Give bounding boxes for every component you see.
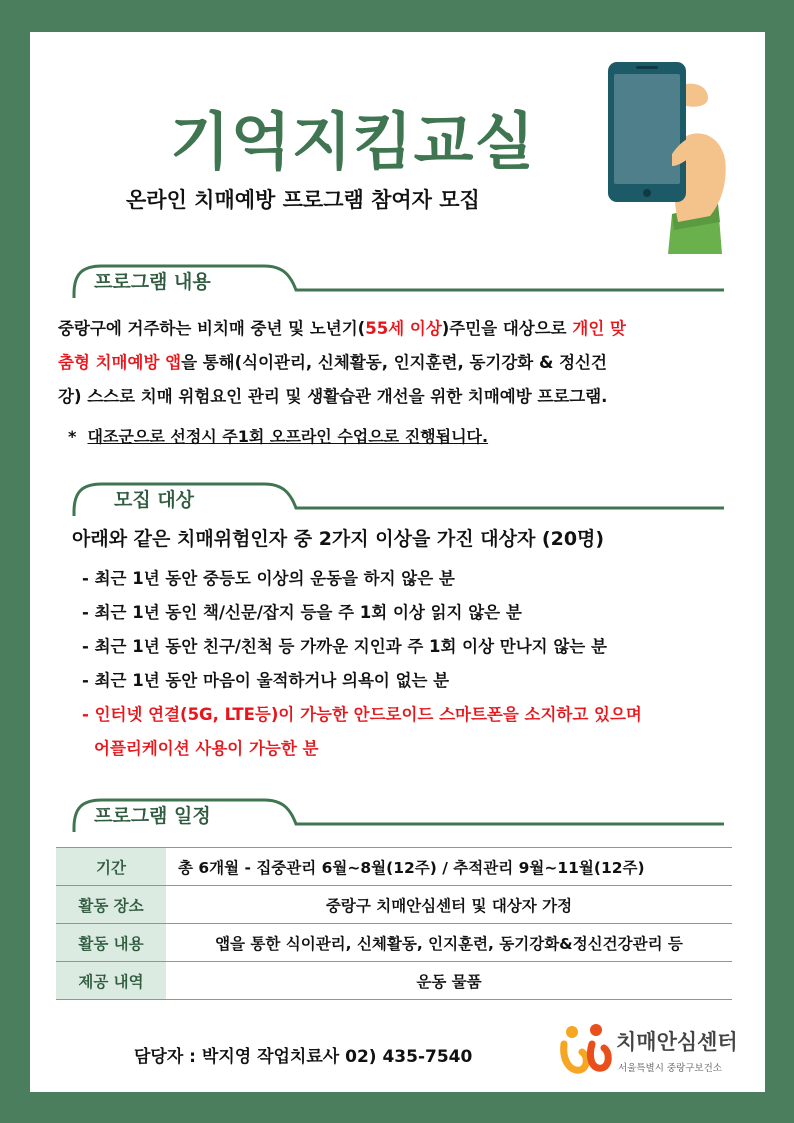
contact-info: 담당자 : 박지영 작업치료사 02) 435-7540 [134, 1047, 473, 1067]
list-item: - 최근 1년 동인 책/신문/잡지 등을 주 1회 이상 읽지 않은 분 [82, 603, 522, 622]
logo-name: 치매안심센터 [616, 1030, 738, 1054]
section-header-schedule [68, 794, 718, 834]
control-group-note: * 대조군으로 선정시 주1회 오프라인 수업으로 진행됩니다. [68, 427, 489, 446]
table-row [56, 924, 732, 962]
recruit-lead: 아래와 같은 치매위험인자 중 2가지 이상을 가진 대상자 (20명) [72, 528, 605, 550]
poster-subtitle: 온라인 치매예방 프로그램 참여자 모집 [126, 188, 480, 212]
criteria-list [82, 562, 742, 766]
schedule-key: 활동 장소 [56, 886, 166, 924]
table-row [56, 962, 732, 1000]
app-highlight-1: 개인 맞 [572, 319, 626, 338]
schedule-table [56, 847, 732, 1000]
schedule-value: 운동 물품 [166, 962, 732, 1000]
schedule-value: 중랑구 치매안심센터 및 대상자 가정 [166, 886, 732, 924]
section-header-content [68, 260, 718, 300]
section-label-schedule: 프로그램 일정 [94, 805, 211, 827]
content-paragraph [58, 312, 748, 414]
schedule-key: 제공 내역 [56, 962, 166, 1000]
section-label-content: 프로그램 내용 [94, 271, 211, 293]
dementia-center-logo-icon [558, 1022, 614, 1078]
content-line-3: 강) 스스로 치매 위험요인 관리 및 생활습관 개선을 위한 치매예방 프로그램. [58, 387, 608, 406]
logo-subtext: 서울특별시 중랑구보건소 [618, 1063, 722, 1074]
section-header-recruit [68, 478, 718, 518]
schedule-value: 총 6개월 - 집중관리 6월~8월(12주) / 추적관리 9월~11월(12주) [166, 848, 732, 886]
list-item: - 최근 1년 동안 중등도 이상의 운동을 하지 않은 분 [82, 569, 455, 588]
app-highlight-2: 춤형 치매예방 앱 [58, 353, 182, 372]
table-row [56, 886, 732, 924]
table-row [56, 848, 732, 886]
schedule-key: 활동 내용 [56, 924, 166, 962]
list-item: - 최근 1년 동안 친구/친척 등 가까운 지인과 주 1회 이상 만나지 않는 분 [82, 637, 607, 656]
list-item: 어플리케이션 사용이 가능한 분 [94, 739, 319, 758]
dementia-center-logo [558, 1022, 758, 1082]
list-item: - 최근 1년 동안 마음이 울적하거나 의욕이 없는 분 [82, 671, 450, 690]
content-line-1: 중랑구에 거주하는 비치매 중년 및 노년기(55세 이상)주민을 대상으로 개인 맞 [58, 319, 626, 338]
hand-holding-phone-icon [600, 54, 750, 254]
section-label-recruit: 모집 대상 [114, 489, 195, 511]
list-item: - 인터넷 연결(5G, LTE등)이 가능한 안드로이드 스마트폰을 소지하고 있으며 [82, 705, 642, 724]
schedule-value: 앱을 통한 식이관리, 신체활동, 인지훈련, 동기강화&정신건강관리 등 [166, 924, 732, 962]
content-line-2: 춤형 치매예방 앱을 통해(식이관리, 신체활동, 인지훈련, 동기강화 & 정신건 [58, 353, 607, 372]
poster-page [30, 32, 765, 1092]
poster-title: 기억지킴교실 [170, 105, 536, 178]
schedule-key: 기간 [56, 848, 166, 886]
age-highlight: 55세 이상 [365, 319, 442, 338]
